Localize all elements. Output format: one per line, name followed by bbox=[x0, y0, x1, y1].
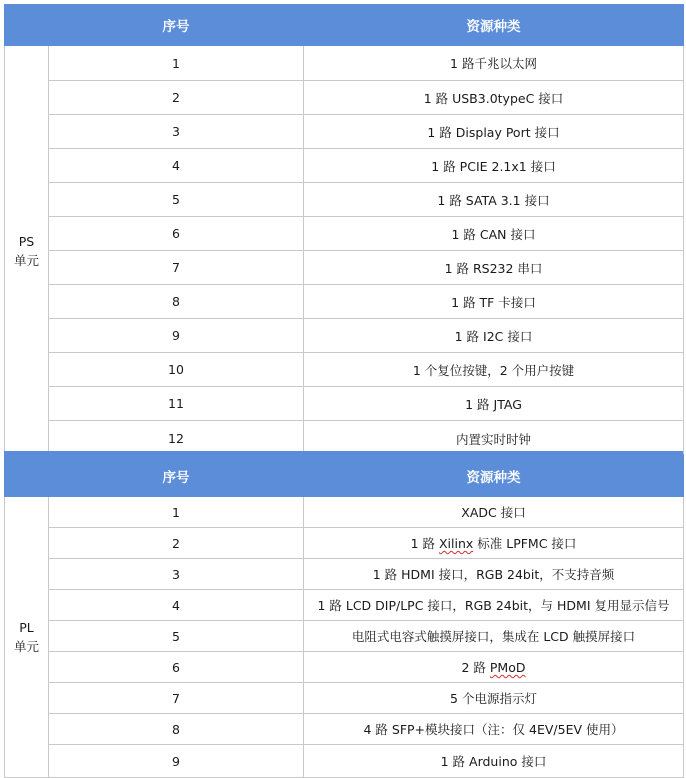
table-row bbox=[5, 387, 684, 421]
table-row bbox=[5, 217, 684, 251]
table-row bbox=[5, 621, 684, 652]
row-no: 11 bbox=[49, 387, 304, 421]
table-row bbox=[5, 590, 684, 621]
row-no: 7 bbox=[49, 251, 304, 285]
row-resource: 5 个电源指示灯 bbox=[304, 683, 684, 714]
unit-header-cell bbox=[5, 5, 49, 46]
ps-unit-label-2: 单元 bbox=[13, 253, 39, 268]
row-no: 4 bbox=[49, 149, 304, 183]
row-resource-pre: 1 路 bbox=[410, 536, 439, 551]
row-no: 9 bbox=[49, 319, 304, 353]
pl-resource-table bbox=[4, 454, 684, 778]
row-no: 2 bbox=[49, 81, 304, 115]
row-resource: 1 个复位按键，2 个用户按键 bbox=[304, 353, 684, 387]
ps-header-row bbox=[5, 5, 684, 46]
row-resource: XADC 接口 bbox=[304, 497, 684, 528]
table-row bbox=[5, 745, 684, 778]
pl-unit-label: PL bbox=[19, 620, 34, 635]
row-resource bbox=[304, 528, 684, 559]
row-no: 1 bbox=[49, 46, 304, 81]
row-resource bbox=[304, 652, 684, 683]
row-no: 6 bbox=[49, 652, 304, 683]
resource-header: 资源种类 bbox=[304, 5, 684, 46]
table-row bbox=[5, 251, 684, 285]
row-resource: 1 路 PCIE 2.1x1 接口 bbox=[304, 149, 684, 183]
spellcheck-underlined-text: PMoD bbox=[489, 660, 526, 675]
row-resource-pre: 2 路 bbox=[461, 660, 490, 675]
row-resource: 内置实时时钟 bbox=[304, 421, 684, 457]
row-resource: 1 路 Arduino 接口 bbox=[304, 745, 684, 778]
ps-unit-label: PS bbox=[18, 234, 35, 249]
table-row bbox=[5, 497, 684, 528]
row-resource: 1 路千兆以太网 bbox=[304, 46, 684, 81]
row-no: 5 bbox=[49, 183, 304, 217]
row-resource: 电阻式电容式触摸屏接口，集成在 LCD 触摸屏接口 bbox=[304, 621, 684, 652]
no-header: 序号 bbox=[49, 455, 304, 497]
row-resource: 1 路 Display Port 接口 bbox=[304, 115, 684, 149]
table-row bbox=[5, 285, 684, 319]
row-no: 2 bbox=[49, 528, 304, 559]
no-header: 序号 bbox=[49, 5, 304, 46]
table-row bbox=[5, 559, 684, 590]
table-row bbox=[5, 81, 684, 115]
row-no: 6 bbox=[49, 217, 304, 251]
row-resource: 1 路 USB3.0typeC 接口 bbox=[304, 81, 684, 115]
table-row bbox=[5, 149, 684, 183]
row-resource: 1 路 SATA 3.1 接口 bbox=[304, 183, 684, 217]
spellcheck-underlined-text: Xilinx bbox=[438, 536, 474, 551]
table-row bbox=[5, 115, 684, 149]
row-resource: 1 路 LCD DIP/LPC 接口，RGB 24bit，与 HDMI 复用显示信号 bbox=[304, 590, 684, 621]
table-row bbox=[5, 528, 684, 559]
row-no: 1 bbox=[49, 497, 304, 528]
table-row bbox=[5, 714, 684, 745]
pl-header-row bbox=[5, 455, 684, 497]
row-no: 12 bbox=[49, 421, 304, 457]
pl-unit-label-2: 单元 bbox=[13, 639, 39, 654]
unit-header-cell bbox=[5, 455, 49, 497]
row-resource: 1 路 HDMI 接口，RGB 24bit，不支持音频 bbox=[304, 559, 684, 590]
row-no: 10 bbox=[49, 353, 304, 387]
row-resource: 1 路 TF 卡接口 bbox=[304, 285, 684, 319]
row-no: 4 bbox=[49, 590, 304, 621]
row-no: 5 bbox=[49, 621, 304, 652]
row-resource-post: 标准 LPFMC 接口 bbox=[473, 536, 577, 551]
table-row bbox=[5, 319, 684, 353]
row-no: 8 bbox=[49, 285, 304, 319]
row-no: 7 bbox=[49, 683, 304, 714]
table-row bbox=[5, 683, 684, 714]
row-no: 8 bbox=[49, 714, 304, 745]
row-resource: 1 路 JTAG bbox=[304, 387, 684, 421]
table-row bbox=[5, 353, 684, 387]
table-row bbox=[5, 183, 684, 217]
row-no: 3 bbox=[49, 115, 304, 149]
row-resource: 1 路 CAN 接口 bbox=[304, 217, 684, 251]
row-no: 3 bbox=[49, 559, 304, 590]
row-no: 9 bbox=[49, 745, 304, 778]
row-resource: 1 路 I2C 接口 bbox=[304, 319, 684, 353]
ps-unit-cell bbox=[5, 46, 49, 457]
table-row bbox=[5, 652, 684, 683]
pl-unit-cell bbox=[5, 497, 49, 778]
row-resource: 1 路 RS232 串口 bbox=[304, 251, 684, 285]
resource-header: 资源种类 bbox=[304, 455, 684, 497]
table-row bbox=[5, 46, 684, 81]
ps-resource-table bbox=[4, 4, 684, 457]
row-resource: 4 路 SFP+模块接口（注：仅 4EV/5EV 使用） bbox=[304, 714, 684, 745]
